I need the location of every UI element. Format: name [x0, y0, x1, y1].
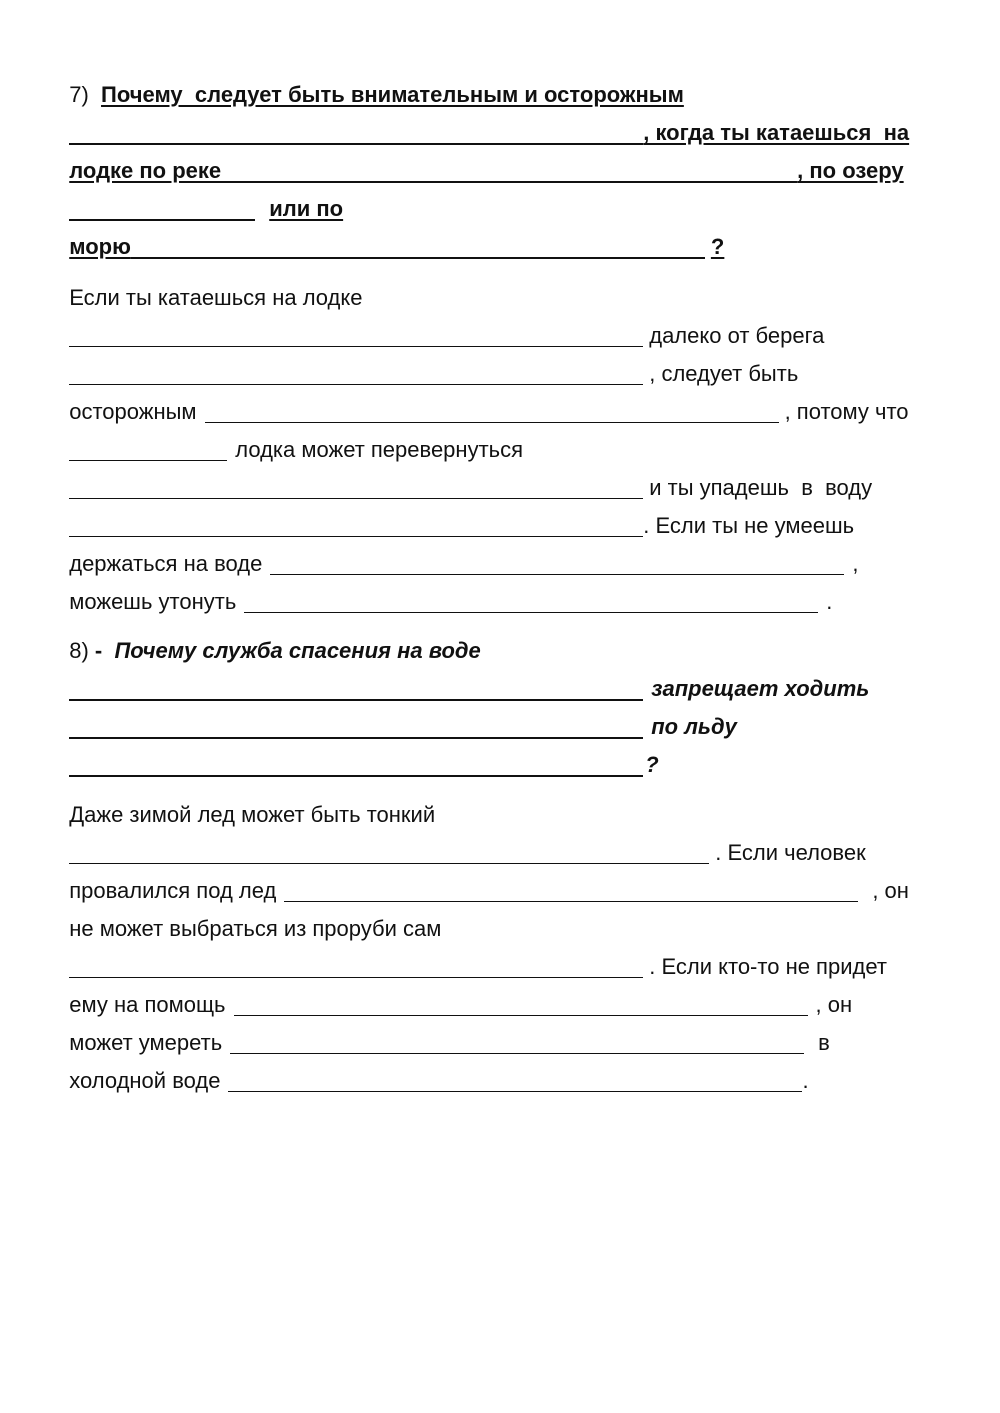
- q8-answer-line-1: [57, 776, 436, 827]
- q7-lake-text: , по озеру: [797, 158, 904, 183]
- q7-answer-line-3: [57, 335, 799, 386]
- q8-answer-line-3: [57, 852, 909, 903]
- q8-answer-line-5: [57, 928, 887, 979]
- q7-river-text: лодке по реке: [69, 158, 222, 183]
- q7-line-5: [57, 208, 725, 259]
- q7-answer-blank-8[interactable]: [244, 592, 818, 613]
- q7-blank-4[interactable]: [131, 237, 705, 259]
- q7-title: Почему следует быть внимательным и осторожным: [101, 82, 684, 107]
- q8-line-4: [57, 726, 659, 777]
- q8-line-3: [57, 688, 737, 739]
- q7-answer-line-1: [57, 259, 363, 310]
- q8-text-2: по льду: [651, 714, 737, 739]
- q8-answer-text-8a: холодной воде: [69, 1068, 221, 1093]
- q7-answer-text-9a: можешь утонуть: [69, 589, 237, 614]
- q8-answer-text-1: Даже зимой лед может быть тонкий: [69, 802, 436, 827]
- q7-question-mark: ?: [710, 234, 725, 259]
- q8-number: 8): [69, 638, 89, 663]
- q7-line-4: [57, 170, 344, 221]
- q7-answer-text-3: , следует быть: [649, 361, 799, 386]
- q8-dash: -: [94, 638, 103, 663]
- q7-answer-line-9: [57, 563, 833, 614]
- q8-answer-line-6: [57, 966, 853, 1017]
- q8-answer-text-3b: , он: [872, 878, 909, 903]
- q8-blank-3[interactable]: [69, 755, 643, 777]
- q8-answer-text-6a: ему на помощь: [69, 992, 226, 1017]
- q7-sea-text: морю: [69, 234, 131, 259]
- q8-answer-line-8: [57, 1042, 809, 1093]
- q7-answer-text-4a: осторожным: [69, 399, 197, 424]
- q8-answer-text-3a: провалился под лед: [69, 878, 277, 903]
- q7-answer-line-7: [57, 487, 855, 538]
- q7-title-line: [57, 56, 684, 107]
- q7-answer-text-8b: ,: [852, 551, 859, 576]
- q7-answer-line-5: [57, 411, 524, 462]
- q7-line-3: [57, 132, 904, 183]
- q7-answer-text-5: лодка может перевернуться: [235, 437, 524, 462]
- q7-answer-text-7: . Если ты не умеешь: [643, 513, 855, 538]
- q7-answer-text-1: Если ты катаешься на лодке: [69, 285, 363, 310]
- q7-number: 7): [69, 82, 89, 107]
- q8-answer-text-7a: может умереть: [69, 1030, 223, 1055]
- q8-answer-line-2: [57, 814, 866, 865]
- q8-answer-text-6b: , он: [815, 992, 853, 1017]
- q7-when-text: , когда ты катаешься на: [643, 120, 910, 145]
- q7-or-text: или по: [269, 196, 344, 221]
- q7-line-2: [57, 94, 910, 145]
- q7-answer-line-4: [57, 373, 909, 424]
- q8-question-mark: ?: [645, 752, 659, 777]
- q7-answer-text-8a: держаться на воде: [69, 551, 263, 576]
- q8-answer-text-4: не может выбраться из проруби сам: [69, 916, 442, 941]
- q7-answer-text-2: далеко от берега: [649, 323, 825, 348]
- q8-answer-blank-6[interactable]: [228, 1071, 802, 1092]
- q8-answer-line-7: [57, 1004, 830, 1055]
- q8-title: Почему служба спасения на воде: [114, 638, 481, 663]
- q8-answer-text-5: . Если кто-то не придет: [649, 954, 887, 979]
- q8-text-1: запрещает ходить: [651, 676, 870, 701]
- q7-answer-text-4b: , потому что: [784, 399, 909, 424]
- q8-line-2: [57, 650, 870, 701]
- q8-answer-line-4: [57, 890, 442, 941]
- q8-answer-text-8b: .: [802, 1068, 809, 1093]
- q8-title-line: [57, 612, 481, 663]
- q8-answer-text-7b: в: [818, 1030, 830, 1055]
- q7-answer-line-6: [57, 449, 873, 500]
- q7-answer-text-9b: .: [826, 589, 833, 614]
- q8-answer-text-2: . Если человек: [715, 840, 866, 865]
- q7-answer-line-8: [57, 525, 859, 576]
- q7-answer-line-2: [57, 297, 825, 348]
- q7-answer-text-6: и ты упадешь в воду: [649, 475, 873, 500]
